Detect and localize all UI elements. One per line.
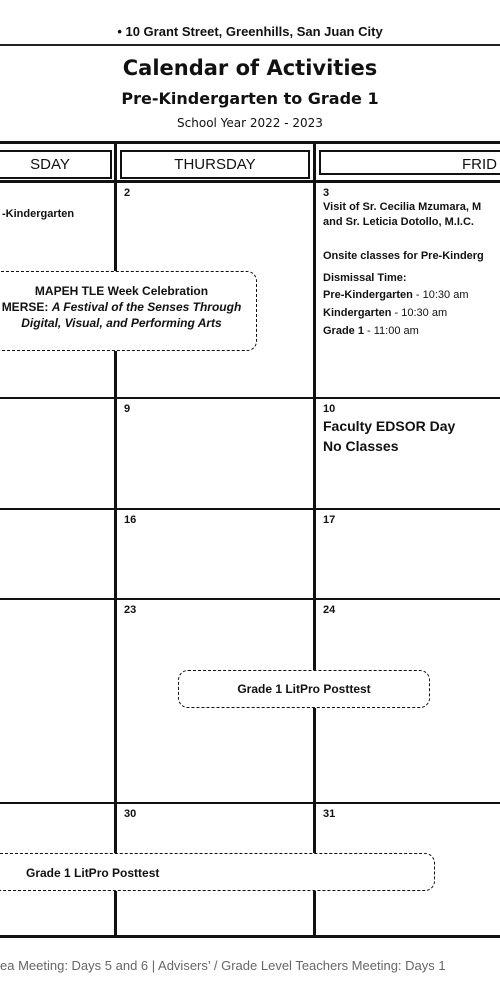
header-row-border xyxy=(0,180,500,183)
date-friday-3: 3 xyxy=(323,187,330,199)
page-subtitle: Pre-Kindergarten to Grade 1 xyxy=(121,89,379,108)
dismissal-heading: Dismissal Time: xyxy=(323,272,407,284)
dismissal-grade1-time: - 11:00 am xyxy=(363,325,419,337)
page-title: Calendar of Activities xyxy=(122,56,378,80)
litpro-posttest-event: Grade 1 LitPro Posttest xyxy=(178,670,430,708)
column-divider-2 xyxy=(313,143,316,938)
dismissal-kinder-time: - 10:30 am xyxy=(391,307,448,319)
mapeh-event-prefix: MERSE: xyxy=(1,300,52,314)
litpro-posttest-event-2: Grade 1 LitPro Posttest xyxy=(0,853,435,891)
day-header-thursday: THURSDAY xyxy=(120,150,310,179)
week4-border xyxy=(0,802,500,804)
date-thursday-23: 23 xyxy=(124,604,137,616)
week1-border xyxy=(0,397,500,399)
mapeh-event-line3: Digital, Visual, and Performing Arts xyxy=(21,316,222,330)
table-top-border xyxy=(0,141,500,144)
wednesday-note: -Kindergarten xyxy=(2,208,75,220)
meetings-footer: ea Meeting: Days 5 and 6 | Advisers’ / Grade Level Teachers Meeting: Days 1 xyxy=(0,958,446,973)
date-friday-17: 17 xyxy=(323,514,336,526)
week3-border xyxy=(0,598,500,600)
mapeh-event-theme: A Festival of the Senses Through xyxy=(51,300,242,314)
dismissal-prek-label: Pre-Kindergarten xyxy=(323,289,413,301)
school-year: School Year 2022 - 2023 xyxy=(177,116,323,130)
date-thursday-16: 16 xyxy=(124,514,137,526)
mapeh-event-box xyxy=(0,271,257,351)
mapeh-event-line2 xyxy=(0,300,256,314)
no-classes: No Classes xyxy=(323,438,399,454)
column-divider-1 xyxy=(114,143,117,938)
table-bottom-border xyxy=(0,935,500,938)
date-thursday-30: 30 xyxy=(124,808,137,820)
week2-border xyxy=(0,508,500,510)
date-thursday-9: 9 xyxy=(124,403,131,415)
date-friday-24: 24 xyxy=(323,604,336,616)
visit-line-1: Visit of Sr. Cecilia Mzumara, M xyxy=(323,201,482,213)
dismissal-kinder xyxy=(323,306,447,321)
dismissal-kinder-label: Kindergarten xyxy=(323,307,392,319)
day-header-wednesday: SDAY xyxy=(0,150,112,179)
dismissal-prek xyxy=(323,288,469,303)
day-header-friday: FRID xyxy=(319,150,500,175)
date-thursday-2: 2 xyxy=(124,187,131,199)
date-friday-31: 31 xyxy=(323,808,336,820)
faculty-edsor-day: Faculty EDSOR Day xyxy=(323,418,456,434)
dismissal-grade1-label: Grade 1 xyxy=(323,325,364,337)
school-address: • 10 Grant Street, Greenhills, San Juan City xyxy=(117,24,383,39)
date-friday-10: 10 xyxy=(323,403,336,415)
onsite-classes: Onsite classes for Pre-Kinderg xyxy=(323,250,484,262)
visit-line-2: and Sr. Leticia Dotollo, M.I.C. xyxy=(323,216,474,228)
header-divider xyxy=(0,44,500,46)
mapeh-event-title: MAPEH TLE Week Celebration xyxy=(34,284,209,298)
dismissal-prek-time: - 10:30 am xyxy=(412,289,469,301)
dismissal-grade1 xyxy=(323,324,419,339)
